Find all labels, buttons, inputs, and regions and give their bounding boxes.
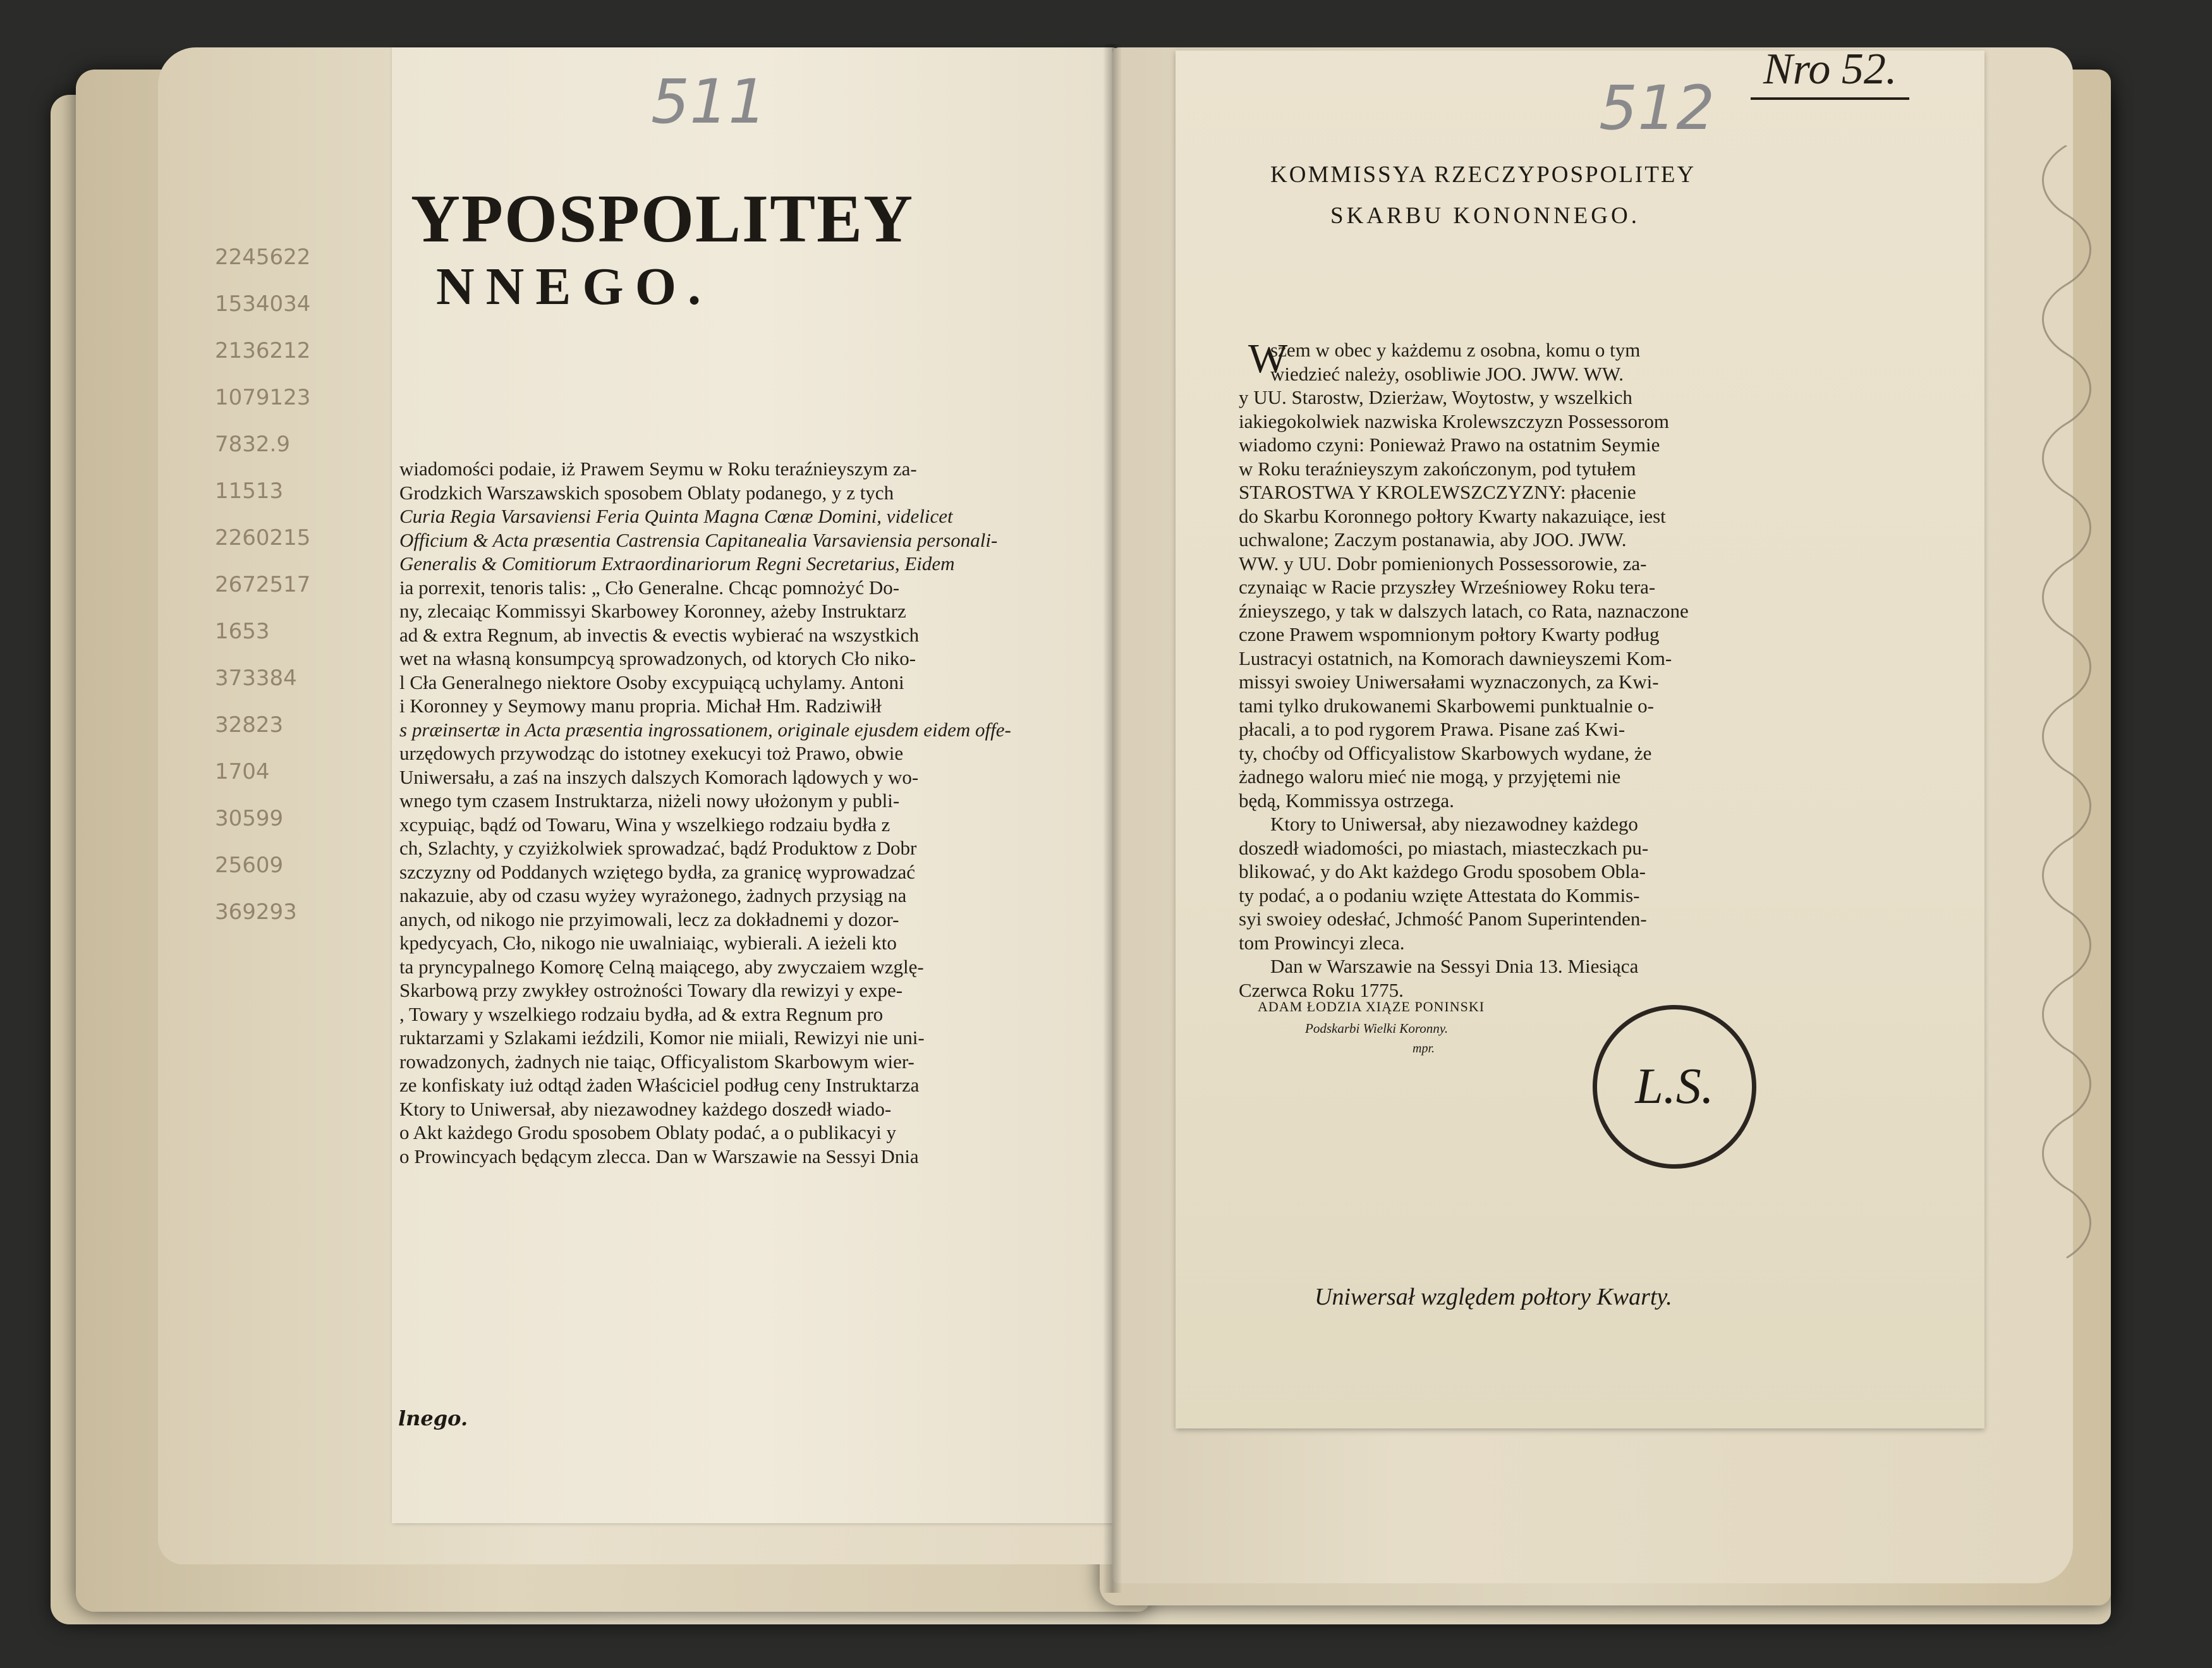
- text-line: i Koronney y Seymowy manu propria. Michał Hm. Radziwiłł: [399, 695, 882, 717]
- text-line: Grodzkich Warszawskich sposobem Oblaty podanego, y z tych: [399, 481, 894, 504]
- text-line: Officium & Acta præsentia Castrensia Capitanealia Varsaviensia personali-: [399, 528, 998, 551]
- text-line: Uniwersału, a zaś na inszych dalszych Komorach lądowych y wo-: [399, 765, 919, 788]
- text-line: ny, zlecaiąc Kommissyi Skarbowey Koronney, ażeby Instruktarz: [399, 600, 906, 622]
- text-line: urzędowych przywodząc do istotney exekucyi toż Prawo, obwie: [399, 742, 904, 764]
- text-line: Curia Regia Varsaviensi Feria Quinta Magna Cœnæ Domini, videlicet: [399, 505, 953, 527]
- text-line: ze konfiskaty iuż odtąd żaden Właściciel podług ceny Instruktarza: [399, 1074, 920, 1096]
- margin-number: 2672517: [215, 572, 311, 597]
- signature-mpr: mpr.: [1413, 1042, 1435, 1056]
- text-line: doszedł wiadomości, po miastach, miasteczkach pu-: [1239, 836, 1649, 859]
- text-line: syi swoiey odesłać, Jchmość Panom Superintenden-: [1239, 908, 1647, 930]
- margin-number: 2136212: [215, 338, 311, 363]
- signature-title: Podskarbi Wielki Koronny.: [1305, 1021, 1449, 1036]
- text-line: WW. y UU. Dobr pomienionych Possessorowie, za-: [1239, 552, 1647, 575]
- text-line: tom Prowincyi zleca.: [1239, 931, 1405, 954]
- text-line: ia porrexit, tenoris talis: „ Cło Generalne. Chcąc pomnożyć Do-: [399, 576, 900, 599]
- margin-numbers: [215, 234, 379, 935]
- page-number-right: 512: [1599, 73, 1715, 143]
- text-line: Skarbową przy zwykłey ostrożności Towary dla rewizyi y expe-: [399, 979, 903, 1001]
- margin-loop-marks: [2029, 145, 2105, 1346]
- text-line: y UU. Starostw, Dzierżaw, Woytostw, y wszelkich: [1239, 386, 1632, 408]
- right-printed-leaflet: [1176, 51, 1984, 1428]
- text-line: s præinsertæ in Acta præsentia ingrossationem, originale ejusdem eidem offe-: [399, 718, 1011, 741]
- text-line: czone Prawem wspomnionym połtory Kwarty podług: [1239, 623, 1660, 645]
- text-line: xcypuiąc, bądź od Towaru, Wina y wszelkiego rodzaiu bydła z: [399, 813, 890, 836]
- page-number-left: 511: [651, 66, 767, 137]
- text-line: o Akt każdego Grodu sposobem Oblaty podać, a o publikacyi y: [399, 1121, 897, 1143]
- text-line: nakazuie, aby od czasu wyżey wyrażonego, żadnych przysiąg na: [399, 884, 907, 906]
- footer-title: Uniwersał względem połtory Kwarty.: [1315, 1284, 1672, 1310]
- text-line: ta pryncypalnego Komorę Celną maiącego, aby zwyczaiem wzglę-: [399, 955, 924, 978]
- left-body-text: [399, 457, 1095, 1168]
- margin-number: 32823: [215, 712, 284, 738]
- text-line: czynaiąc w Racie przyszłey Wrześniowey Roku tera-: [1239, 576, 1656, 598]
- text-line: kpedycyach, Cło, nikogo nie uwalniaiąc, wybierali. A ieżeli kto: [399, 932, 897, 954]
- book-spine: [1103, 44, 1122, 1593]
- margin-number: 1534034: [215, 291, 311, 317]
- margin-number: 2245622: [215, 245, 311, 270]
- text-line: Generalis & Comitiorum Extraordinariorum Regni Secretarius, Eidem: [399, 552, 955, 575]
- text-line: żadnego waloru mieć nie mogą, y przyjętemi nie: [1239, 765, 1621, 788]
- margin-number: 2260215: [215, 525, 311, 551]
- text-line: Dan w Warszawie na Sessyi Dnia 13. Miesiąca: [1270, 955, 1639, 977]
- text-line: Ktory to Uniwersał, aby niezawodney każdego: [1270, 813, 1638, 835]
- text-line: ruktarzami y Szlakami ieździli, Komor nie miiali, Rewizyi nie uni-: [399, 1026, 925, 1049]
- text-line: Ktory to Uniwersał, aby niezawodney każdego doszedł wiado-: [399, 1097, 892, 1120]
- right-body-text: [1239, 338, 1871, 1002]
- text-line: Lustracyi ostatnich, na Komorach dawnieyszemi Kom-: [1239, 647, 1672, 669]
- text-line: blikować, y do Akt każdego Grodu sposobem Obla-: [1239, 860, 1646, 882]
- text-line: l Cła Generalnego niektore Osoby excypuiącą uchylamy. Antoni: [399, 671, 904, 693]
- text-line: rowadzonych, żadnych nie taiąc, Officyalistom Skarbowym wier-: [399, 1050, 915, 1073]
- left-footer: lnego.: [398, 1406, 468, 1430]
- text-line: o Prowincyach będącym zlecca. Dan w Warszawie na Sessyi Dnia: [399, 1145, 919, 1167]
- text-line: STAROSTWA Y KROLEWSZCZYZNY: płacenie: [1239, 481, 1636, 503]
- text-line: do Skarbu Koronnego połtory Kwarty nakazuiące, iest: [1239, 504, 1666, 527]
- margin-number: 30599: [215, 806, 284, 831]
- text-line: będą, Kommissya ostrzega.: [1239, 789, 1454, 812]
- drop-cap: W: [1248, 336, 1288, 382]
- margin-number: 1079123: [215, 385, 311, 410]
- text-line: anych, od nikogo nie przyimowali, lecz za dokładnemi y dozor-: [399, 908, 899, 930]
- text-line: wiadomości podaie, iż Prawem Seymu w Roku teraźnieyszym za-: [399, 458, 917, 480]
- text-line: , Towary y wszelkiego rodzaiu bydła, ad & extra Regnum pro: [399, 1002, 884, 1025]
- left-printed-leaf: [392, 47, 1112, 1523]
- text-line: uchwalone; Zaczym postanawia, aby JOO. JWW.: [1239, 528, 1627, 551]
- text-line: wnego tym czasem Instruktarza, niżeli nowy ułożonym y publi-: [399, 789, 900, 812]
- text-line: ch, Szlachty, y czyiżkolwiek sprowadzać, bądź Produktow z Dobr: [399, 837, 917, 859]
- text-line: Czerwca Roku 1775.: [1239, 978, 1404, 1001]
- text-line: płacali, a to pod rygorem Prawa. Pisane zaś Kwi-: [1239, 718, 1626, 740]
- heading-line-2: SKARBU KONONNEGO.: [1330, 203, 1640, 229]
- title-line-2: NNEGO.: [436, 257, 713, 316]
- text-line: ad & extra Regnum, ab invectis & evectis wybierać na wszystkich: [399, 623, 920, 646]
- margin-number: 25609: [215, 853, 284, 878]
- text-line: źnieyszego, y tak w dalszych latach, co Rata, naznaczone: [1239, 599, 1689, 622]
- margin-number: 373384: [215, 666, 297, 691]
- text-line: w Roku teraźnieyszym zakończonym, pod tytułem: [1239, 457, 1636, 480]
- margin-number: 1653: [215, 619, 270, 644]
- text-line: missyi swoiey Uniwersałami wyznaczonych, za Kwi-: [1239, 671, 1659, 693]
- signature-name: ADAM ŁODZIA XIĄZE PONINSKI: [1258, 999, 1485, 1014]
- text-line: iakiegokolwiek nazwiska Krolewszczyzn Possessorom: [1239, 410, 1669, 432]
- text-line: tami tylko drukowanemi Skarbowemi punktualnie o-: [1239, 694, 1654, 717]
- text-line: wiedzieć należy, osobliwie JOO. JWW. WW.: [1270, 362, 1624, 385]
- text-line: wet na własną konsumpcyą sprowadzonych, od ktorych Cło niko-: [399, 647, 916, 669]
- seal-stamp: [1593, 1005, 1756, 1169]
- title-line-1: YPOSPOLITEY: [411, 181, 915, 257]
- seal-text: L.S.: [1635, 1059, 1714, 1114]
- margin-number: 369293: [215, 899, 297, 925]
- heading-line-1: KOMMISSYA RZECZYPOSPOLITEY: [1270, 162, 1696, 188]
- text-line: szczyzny od Poddanych wziętego bydła, za granicę wyprowadzać: [399, 860, 915, 883]
- text-line: wiadomo czyni: Ponieważ Prawo na ostatnim Seymie: [1239, 434, 1660, 456]
- margin-number: 1704: [215, 759, 270, 784]
- text-line: ty, choćby od Officyalistow Skarbowych wydane, że: [1239, 741, 1652, 764]
- margin-number: 11513: [215, 478, 284, 504]
- corner-number-box: [1751, 44, 1909, 95]
- text-line: szem w obec y każdemu z osobna, komu o tym: [1270, 339, 1641, 361]
- text-line: ty podać, a o podaniu wzięte Attestata do Kommis-: [1239, 884, 1640, 906]
- margin-number: 7832.9: [215, 432, 290, 457]
- corner-number: Nro 52.: [1751, 45, 1909, 100]
